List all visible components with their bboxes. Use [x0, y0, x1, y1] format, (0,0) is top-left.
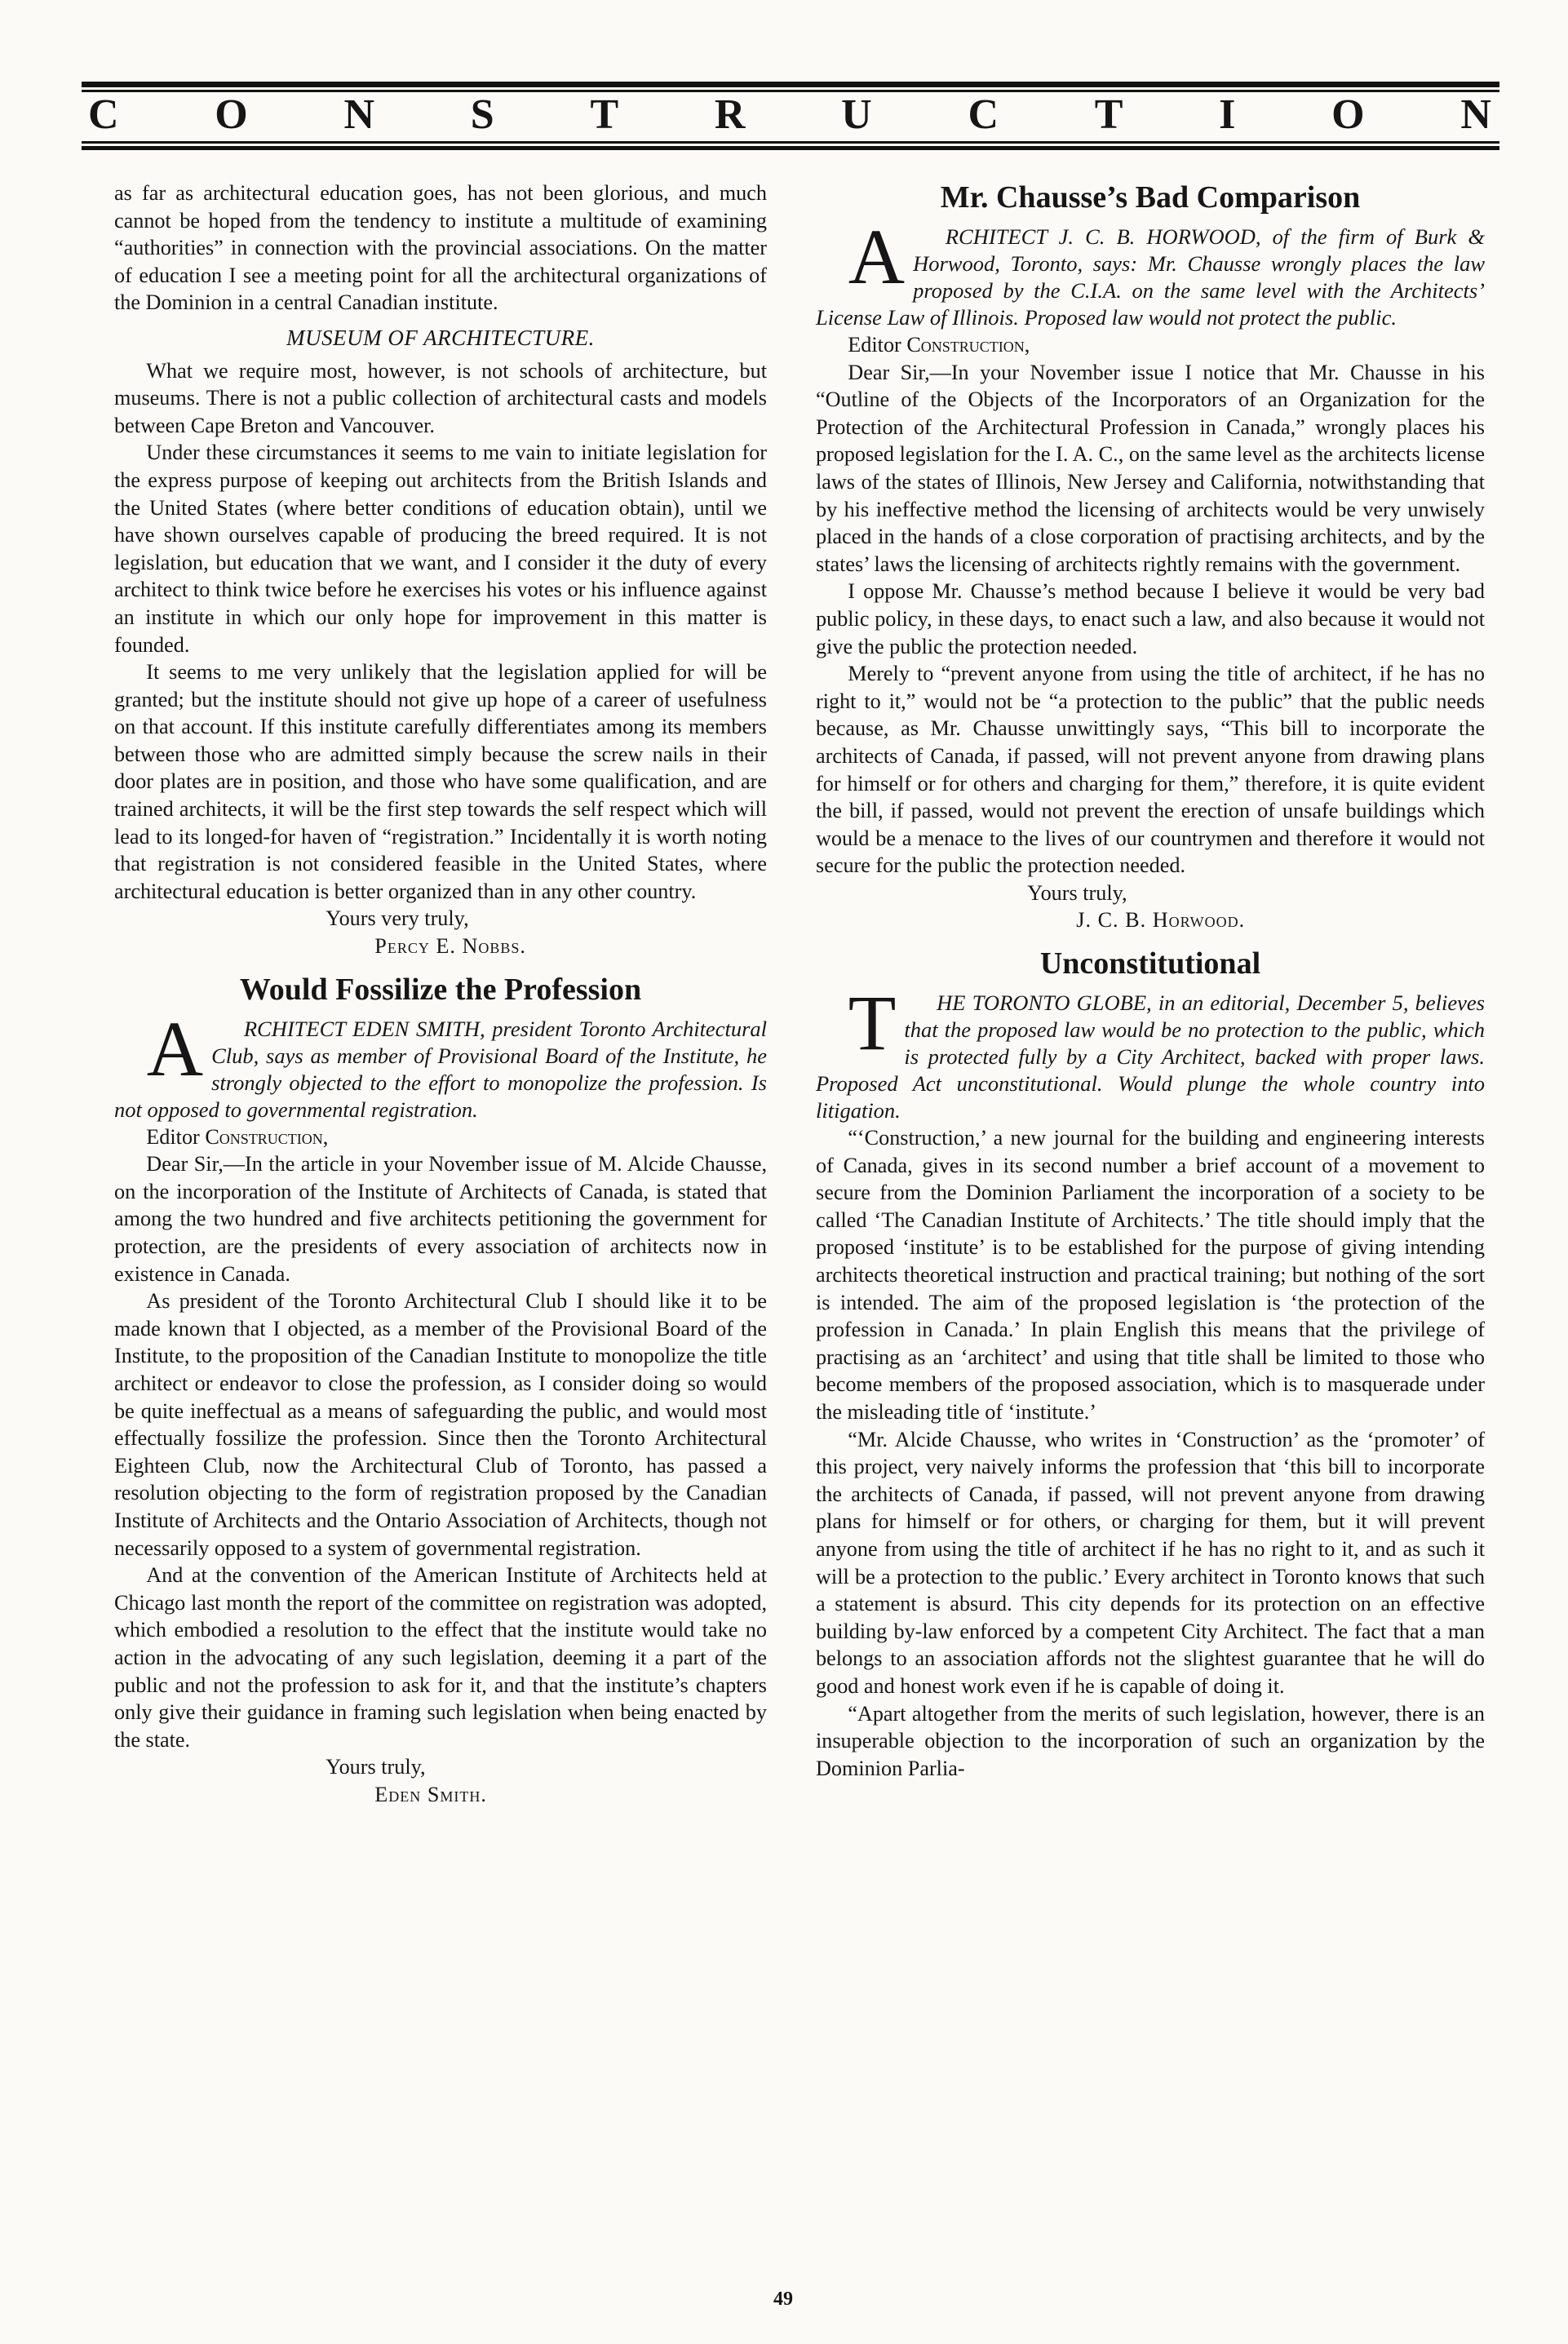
paragraph: I oppose Mr. Chausse’s method because I believe it would be very bad public policy, in these days, to enact such a law, and also because it would not give the public the protection needed.: [816, 579, 1485, 658]
paragraph: As president of the Toronto Architectural Club I should like it to be made known that I objected, as a member of the Provisional Board of the Institute, to the proposition of the Canadian Institute to monopolize the title architect or endeavor to close the profession, as I consider doing so would be quite ineffectual as a means of safeguarding the public, and would most effectually fossilize the profession. Since then the Toronto Architectural Eighteen Club, now the Architectural Club of Toronto, has passed a resolution objecting to the form of registration proposed by the Canadian Institute of Architects and the Ontario Association of Architects, though not necessarily opposed to a system of governmental registration.: [114, 1289, 767, 1560]
masthead-rule-bottom-thin: [82, 141, 1499, 144]
drop-cap: T: [848, 979, 897, 1067]
editor-label: Editor: [848, 333, 907, 357]
drop-cap: A: [146, 1004, 204, 1092]
masthead-letter: C: [968, 91, 999, 138]
deck-text: RCHITECT J. C. B. HORWOOD, of the firm of Burk & Horwood, Toronto, says: Mr. Chausse wrongly places the law proposed by the C.I.A. on the same level with the Architects’ License Law of Illinois. Proposed law would not protect the public.: [816, 224, 1485, 330]
editor-label: Editor: [146, 1124, 206, 1149]
signature: Eden Smith.: [374, 1782, 487, 1806]
right-column: [816, 179, 1485, 1782]
drop-cap: A: [848, 213, 906, 300]
masthead-rule-bottom: [82, 146, 1499, 150]
deck-text: HE TORONTO GLOBE, in an editorial, December 5, believes that the proposed law would be no protection to the public, which is protected fully by a City Architect, backed with proper laws. Proposed Act unconstitutional. Would plunge the whole country into litigation.: [816, 990, 1485, 1123]
paragraph: Merely to “prevent anyone from using the title of architect, if he has no right to it,” would not be “a protection to the public” that the public needs because, as Mr. Chausse unwittingly says, “This bill to incorporate the architects of Canada, if passed, will not prevent anyone from drawing plans for himself or for others and charging for them,” therefore, it is quite evident the bill, if passed, would not prevent the erection of unsafe buildings which would be a menace to the lives of our countrymen and therefore it would not secure for the public the protection needed.: [816, 662, 1485, 878]
paragraph: Dear Sir,—In the article in your November issue of M. Alcide Chausse, on the incorporation of the Institute of Architects of Canada, is stated that among the two hundred and five architects petitioning the government for protection, are the presidents of every association of architects now in existence in Canada.: [114, 1152, 767, 1286]
masthead-letter: O: [1331, 91, 1365, 138]
page-number: 49: [773, 2289, 793, 2310]
paragraph: What we require most, however, is not schools of architecture, but museums. There is not a public collection of architectural casts and models between Cape Breton and Vancouver.: [114, 358, 767, 437]
paragraph: “Mr. Alcide Chausse, who writes in ‘Construction’ as the ‘promoter’ of this project, very naively informs the profession that ‘this bill to incorporate the architects of Canada, if passed, will not prevent anyone from drawing plans for himself or for others, or charging for them, but it will prevent anyone from using the title of architect if he has no right to it, and as such it will be a protection to the public.’ Every architect in Toronto knows that such a statement is absurd. This city depends for its protection on an effective building by-law enforced by a competent City Architect. The fact that a man belongs to an association affords not the slightest guarantee that he will do good and honest work even if he is capable of doing it.: [816, 1427, 1485, 1698]
masthead-letter: S: [470, 91, 494, 138]
paragraph: as far as architectural education goes, has not been glorious, and much cannot be hoped from the tendency to institute a multitude of examining “authorities” in connection with the provincial associations. On the matter of education I see a meeting point for all the architectural organizations of the Dominion in a central Canadian institute.: [114, 181, 767, 315]
section-heading: MUSEUM OF ARCHITECTURE.: [286, 325, 595, 350]
masthead-title: [82, 92, 1499, 138]
masthead-letter: C: [88, 91, 119, 138]
deck-text: RCHITECT EDEN SMITH, president Toronto Architectural Club, says as member of Provisional Board of the Institute, he strongly objected to the effort to monopolize the profession. Is not opposed to governmental registration.: [114, 1016, 767, 1122]
signature: J. C. B. Horwood.: [1076, 908, 1246, 933]
masthead-letter: O: [215, 91, 248, 138]
article-headline: Mr. Chausse’s Bad Comparison: [940, 180, 1361, 215]
article-deck: [114, 1004, 767, 1123]
paragraph: And at the convention of the American Institute of Architects held at Chicago last month the report of the committee on registration was adopted, which embodied a resolution to the effect that the institute would take no action in the advocating of any such legislation, deeming it a part of the public and not the profession to ask for it, and that the institute’s chapters only give their guidance in framing such legislation when being enacted by the state.: [114, 1563, 767, 1752]
masthead-letter: R: [714, 91, 746, 138]
paragraph: “‘Construction,’ a new journal for the building and engineering interests of Canada, gives in its second number a brief account of a movement to secure from the Dominion Parliament the incorporation of a society to be called ‘The Canadian Institute of Architects.’ The title should imply that the proposed ‘institute’ is to be established for the purpose of giving intending architects theoretical instruction and practical training; but nothing of the sort is intended. The aim of the proposed legislation is ‘the protection of the profession in Canada.’ In plain English this means that the privilege of practising as an ‘architect’ and using that title shall be limited to those who become members of the proposed association, which is to masquerade under the misleading title of ‘institute.’: [816, 1126, 1485, 1424]
article-headline: Unconstitutional: [1039, 946, 1261, 981]
paragraph: “Apart altogether from the merits of such legislation, however, there is an insuperable objection to the incorporation of such an organization by the Dominion Parlia-: [816, 1701, 1485, 1780]
paragraph: Under these circumstances it seems to me vain to initiate legislation for the express purpose of keeping out architects from the British Islands and the United States (where better conditions of education obtain), until we have shown ourselves capable of producing the breed required. It is not legislation, but education that we want, and I consider it the duty of every architect to think twice before he exercises his votes or his influence against an institute in which our only hope for improvement in this matter is founded.: [114, 441, 767, 657]
paragraph: It seems to me very unlikely that the legislation applied for will be granted; but the institute should not give up hope of a career of usefulness on that account. If this institute carefully differentiates among its members between those who are admitted simply because the screw nails in their door plates are in position, and those who have some qualification, and are trained architects, it will be the first step towards the self respect which will lead to its longed-for haven of “registration.” Incidentally it is worth noting that registration is not considered feasible in the United States, where architectural education is better organized than in any other country.: [114, 660, 767, 903]
article-headline: Would Fossilize the Profession: [239, 972, 642, 1007]
masthead-letter: I: [1219, 91, 1236, 138]
left-column: [114, 179, 767, 1808]
paragraph: Dear Sir,—In your November issue I notice that Mr. Chausse in his “Outline of the Objects of the Incorporators of an Organization for the Protection of the Architectural Profession in Canada,” wrongly places his proposed legislation for the I. A. C., on the same level as the architects license laws of the states of Illinois, New Jersey and California, notwithstanding that by his ineffective method the licensing of architects would be very unwisely placed in the hands of a close corporation of practising architects, and by the states’ laws the licensing of architects rightly remains with the government.: [816, 360, 1485, 576]
article-deck: [816, 213, 1485, 331]
masthead-letter: N: [1460, 91, 1491, 138]
masthead-rule-top: [82, 82, 1499, 87]
editor-publication: Construction,: [906, 333, 1030, 357]
salutation-editor: [816, 331, 1485, 359]
signature: Percy E. Nobbs.: [374, 934, 526, 959]
article-deck: [816, 979, 1485, 1124]
closing: Yours truly,: [1027, 880, 1127, 905]
editor-publication: Construction,: [205, 1124, 329, 1149]
masthead-letter: T: [590, 91, 619, 138]
salutation-editor: [114, 1123, 767, 1151]
masthead: [82, 82, 1499, 150]
masthead-letter: T: [1094, 91, 1123, 138]
closing: Yours very truly,: [326, 906, 469, 931]
masthead-letter: U: [841, 91, 872, 138]
masthead-letter: N: [343, 91, 375, 138]
closing: Yours truly,: [326, 1755, 426, 1779]
